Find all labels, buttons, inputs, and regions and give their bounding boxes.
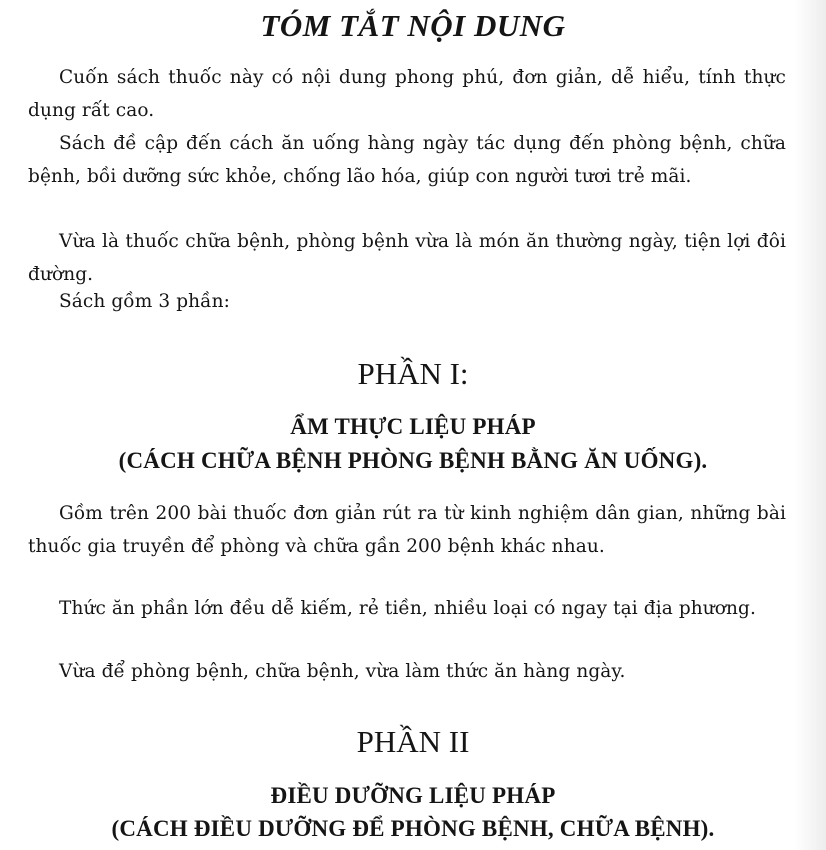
part-1-subtitle-line-1: ẨM THỰC LIỆU PHÁP	[290, 414, 536, 439]
intro-paragraph-2: Sách đề cập đến cách ăn uống hàng ngày tác dụng đến phòng bệnh, chữa bệnh, bồi dưỡng sức khỏe, chống lão hóa, giúp con người tươi trẻ mãi.	[28, 133, 786, 187]
part-1-heading: PHẦN I:	[357, 356, 469, 391]
intro-paragraph-3: Vừa là thuốc chữa bệnh, phòng bệnh vừa là món ăn thường ngày, tiện lợi đôi đường.	[28, 231, 786, 285]
page-edge-shadow	[794, 0, 826, 850]
page-title: TÓM TẮT NỘI DUNG	[260, 8, 566, 43]
part-2-subtitle-line-2: (CÁCH ĐIỀU DƯỠNG ĐỂ PHÒNG BỆNH, CHỮA BỆNH).	[111, 816, 715, 841]
part-1-subtitle-line-2: (CÁCH CHỮA BỆNH PHÒNG BỆNH BẰNG ĂN UỐNG).	[118, 448, 708, 473]
intro-paragraph-4: Sách gồm 3 phần:	[59, 291, 230, 312]
part-1-paragraph-1: Gồm trên 200 bài thuốc đơn giản rút ra từ kinh nghiệm dân gian, những bài thuốc gia truyền để phòng và chữa gần 200 bệnh khác nhau.	[28, 503, 786, 557]
intro-paragraph-1: Cuốn sách thuốc này có nội dung phong phú, đơn giản, dễ hiểu, tính thực dụng rất cao.	[28, 67, 786, 121]
part-2-heading: PHẦN II	[356, 724, 470, 759]
part-2-subtitle-line-1: ĐIỀU DƯỠNG LIỆU PHÁP	[270, 783, 556, 808]
part-1-paragraph-2: Thức ăn phần lớn đều dễ kiếm, rẻ tiền, nhiều loại có ngay tại địa phương.	[59, 598, 756, 619]
part-1-paragraph-3: Vừa để phòng bệnh, chữa bệnh, vừa làm thức ăn hàng ngày.	[59, 661, 626, 682]
